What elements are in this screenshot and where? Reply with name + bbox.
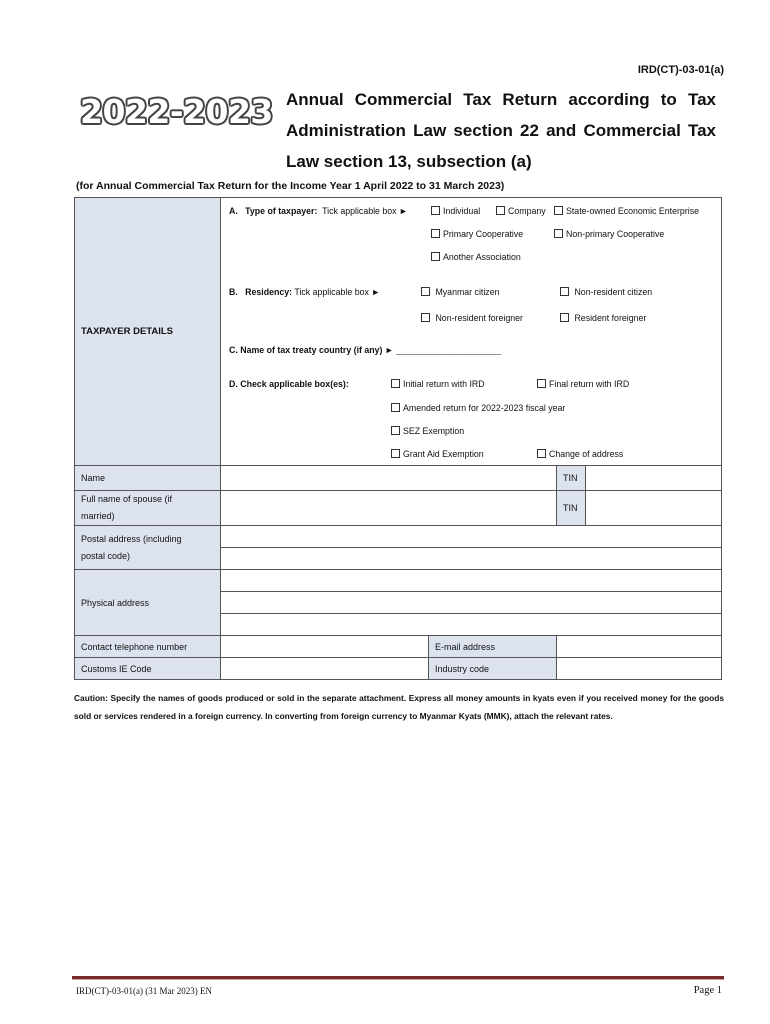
phone-label: Contact telephone number (75, 636, 221, 658)
industry-code-input[interactable] (557, 658, 722, 680)
email-input[interactable] (557, 636, 722, 658)
checkbox-primary-cooperative[interactable]: Primary Cooperative (431, 229, 523, 239)
footer-rule (72, 976, 724, 980)
section-c-label: C. Name of tax treaty country (if any) ► ___________________________ (229, 345, 502, 355)
checkbox-resident-foreigner[interactable]: Resident foreigner (560, 313, 646, 323)
form-subtitle: (for Annual Commercial Tax Return for the Income Year 1 April 2022 to 31 March 2023) (76, 180, 505, 192)
section-d-label: D. Check applicable box(es): (229, 379, 349, 389)
checkbox-state-owned[interactable]: State-owned Economic Enterprise (554, 206, 699, 216)
industry-code-label: Industry code (429, 658, 557, 680)
title-line: Annual Commercial Tax Return according to Tax (286, 90, 716, 109)
checkbox-myanmar-citizen[interactable]: Myanmar citizen (421, 287, 500, 297)
phone-input[interactable] (221, 636, 429, 658)
title-line: Law section 13, subsection (a) (286, 152, 532, 171)
checkbox-amended-return[interactable]: Amended return for 2022-2023 fiscal year (391, 403, 565, 413)
caution-note: Caution: Specify the names of goods produced or sold in the separate attachment. Express all money amounts in kyats even if you received money for the goods sold or services rendered in a foreign currency. In converting from foreign currency to Myanmar Kyats (MMK), attach the relevant rates. (74, 693, 724, 721)
footer-form-code: IRD(CT)-03-01(a) (31 Mar 2023) EN (76, 986, 212, 996)
checkbox-individual[interactable]: Individual (431, 206, 480, 216)
section-b-label: B. Residency: Tick applicable box ► (229, 287, 381, 297)
physical-address-input-3[interactable] (221, 614, 722, 636)
postal-address-label: Postal address (including postal code) (75, 526, 221, 570)
form-code: IRD(CT)-03-01(a) (637, 64, 724, 76)
checkbox-non-resident-foreigner[interactable]: Non-resident foreigner (421, 313, 523, 323)
email-label: E-mail address (429, 636, 557, 658)
customs-label: Customs IE Code (75, 658, 221, 680)
checkbox-initial-return[interactable]: Initial return with IRD (391, 379, 485, 389)
postal-address-input-1[interactable] (221, 526, 722, 548)
physical-address-input-2[interactable] (221, 592, 722, 614)
checkbox-grant-aid-exemption[interactable]: Grant Aid Exemption (391, 449, 484, 459)
name-input[interactable] (221, 466, 557, 491)
spouse-name-input[interactable] (221, 491, 557, 526)
checkbox-non-primary-cooperative[interactable]: Non-primary Cooperative (554, 229, 664, 239)
checkbox-sez-exemption[interactable]: SEZ Exemption (391, 426, 464, 436)
title-line: Administration Law section 22 and Commercial Tax (286, 121, 716, 140)
spouse-label: Full name of spouse (if married) (75, 491, 221, 526)
physical-address-label: Physical address (75, 570, 221, 636)
year-badge: 2022-2023 (80, 92, 273, 131)
spouse-tin-label: TIN (557, 491, 586, 526)
tin-input[interactable] (586, 466, 722, 491)
physical-address-input-1[interactable] (221, 570, 722, 592)
checkbox-company[interactable]: Company (496, 206, 546, 216)
checkbox-change-of-address[interactable]: Change of address (537, 449, 623, 459)
postal-address-input-2[interactable] (221, 548, 722, 570)
spouse-tin-input[interactable] (586, 491, 722, 526)
checkbox-non-resident-citizen[interactable]: Non-resident citizen (560, 287, 652, 297)
taxpayer-table (74, 197, 722, 680)
taxpayer-details-label: TAXPAYER DETAILS (75, 198, 221, 466)
form-title (286, 84, 716, 177)
name-label: Name (75, 466, 221, 491)
taxpayer-details-cell (221, 198, 722, 466)
checkbox-another-association[interactable]: Another Association (431, 252, 521, 262)
section-a-label: A. Type of taxpayer: Tick applicable box ► (229, 206, 408, 216)
customs-input[interactable] (221, 658, 429, 680)
page-number: Page 1 (693, 985, 722, 996)
checkbox-final-return[interactable]: Final return with IRD (537, 379, 629, 389)
tin-label: TIN (557, 466, 586, 491)
treaty-country-blank[interactable]: ___________________________ (396, 348, 502, 355)
